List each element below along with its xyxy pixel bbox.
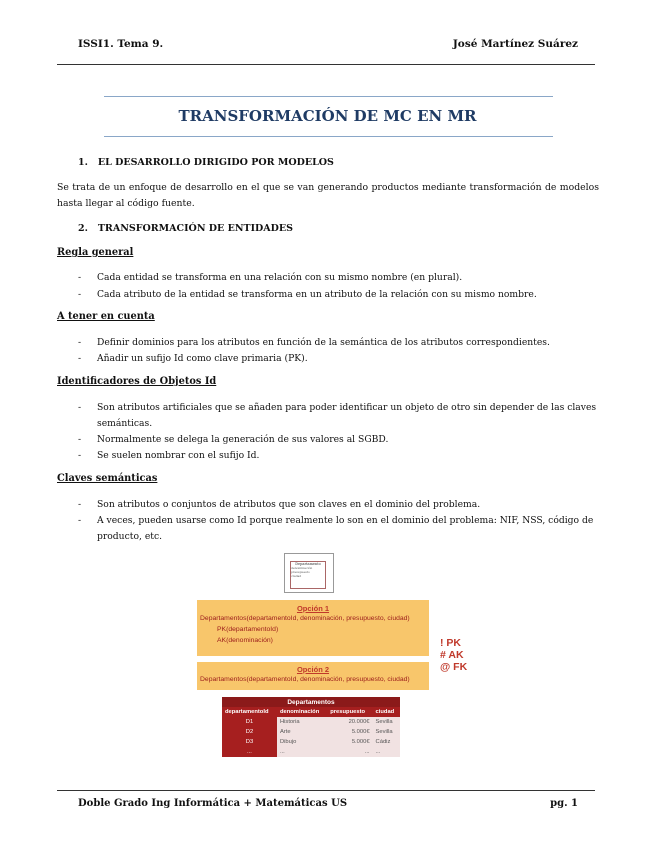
table-cell: D3 [222, 737, 277, 747]
intro-paragraph: Se trata de un enfoque de desarrollo en el que se van generando productos mediante transformación de modelos hasta llegar al código fuente. [57, 182, 599, 209]
table-cell: Arte [277, 727, 327, 737]
header-left: ISSI1. Tema 9. [78, 38, 164, 50]
table-cell: Historia [277, 717, 327, 727]
header-right: José Martínez Suárez [452, 38, 578, 50]
entity-attr: ciudad [291, 574, 302, 578]
footer-left: Doble Grado Ing Informática + Matemáticas US [78, 798, 348, 809]
departamentos-table [222, 697, 400, 757]
table-row [222, 717, 400, 727]
subheading-regla-general: Regla general [57, 247, 134, 258]
entity-title: Departamento [295, 562, 321, 566]
section-title: TRANSFORMACIÓN DE ENTIDADES [97, 223, 293, 234]
table-cell: ... [277, 747, 327, 757]
table-cell: Sevilla [373, 717, 400, 727]
section-number: 1. [78, 157, 88, 168]
footer-rule [57, 790, 595, 791]
legend-ak: # AK [440, 649, 464, 661]
table-cell: 20.000€ [327, 717, 372, 727]
section-title: EL DESARROLLO DIRIGIDO POR MODELOS [97, 157, 334, 168]
table-header-cell: denominación [277, 707, 327, 717]
table-cell: Dibujo [277, 737, 327, 747]
option-2-relation: Departamentos(departamentoId, denominación, presupuesto, ciudad) [200, 676, 410, 683]
option-1-ak: AK(denominación) [217, 637, 273, 644]
table-caption: Departamentos [222, 697, 400, 707]
entity-box [290, 561, 326, 589]
table-cell: Cádiz [373, 737, 400, 747]
option-2-title: Opción 2 [296, 665, 330, 674]
option-2-box [197, 662, 429, 690]
table-header-row [222, 707, 400, 717]
subheading-a-tener-en-cuenta: A tener en cuenta [57, 311, 155, 322]
entity-attr: denominación [291, 566, 313, 570]
option-1-relation: Departamentos(departamentoId, denominación, presupuesto, ciudad) [200, 615, 410, 622]
table-header-cell: presupuesto [327, 707, 372, 717]
table-cell: Sevilla [373, 727, 400, 737]
page-title: TRANSFORMACIÓN DE MC EN MR [178, 107, 477, 125]
legend-pk: ! PK [440, 637, 461, 649]
title-rule-bottom [104, 136, 553, 137]
entity-diagram-thumbnail [284, 553, 334, 593]
title-rule-top [104, 96, 553, 97]
option-1-pk: PK(departamentoId) [217, 626, 279, 633]
table-row [222, 727, 400, 737]
table-cell: 5.000€ [327, 737, 372, 747]
subheading-claves-semanticas: Claves semánticas [57, 473, 158, 484]
table-cell: ... [373, 747, 400, 757]
table-header-cell: departamentoId [222, 707, 277, 717]
table-cell: D2 [222, 727, 277, 737]
key-legend [440, 637, 467, 673]
option-1-title: Opción 1 [296, 604, 330, 613]
table-row [222, 737, 400, 747]
section-number: 2. [78, 223, 88, 234]
section-2-heading [78, 223, 293, 234]
header-rule [57, 64, 595, 65]
table-cell: 5.000€ [327, 727, 372, 737]
entity-attr: presupuesto [291, 570, 310, 574]
table-cell: ... [327, 747, 372, 757]
page-number: pg. 1 [550, 798, 578, 809]
table-cell: ... [222, 747, 277, 757]
legend-fk: @ FK [440, 661, 468, 673]
subheading-identificadores: Identificadores de Objetos Id [57, 376, 217, 387]
table-row [222, 747, 400, 757]
option-1-box [197, 600, 429, 656]
table-cell: D1 [222, 717, 277, 727]
table-header-cell: ciudad [373, 707, 400, 717]
section-1-heading [78, 157, 334, 168]
